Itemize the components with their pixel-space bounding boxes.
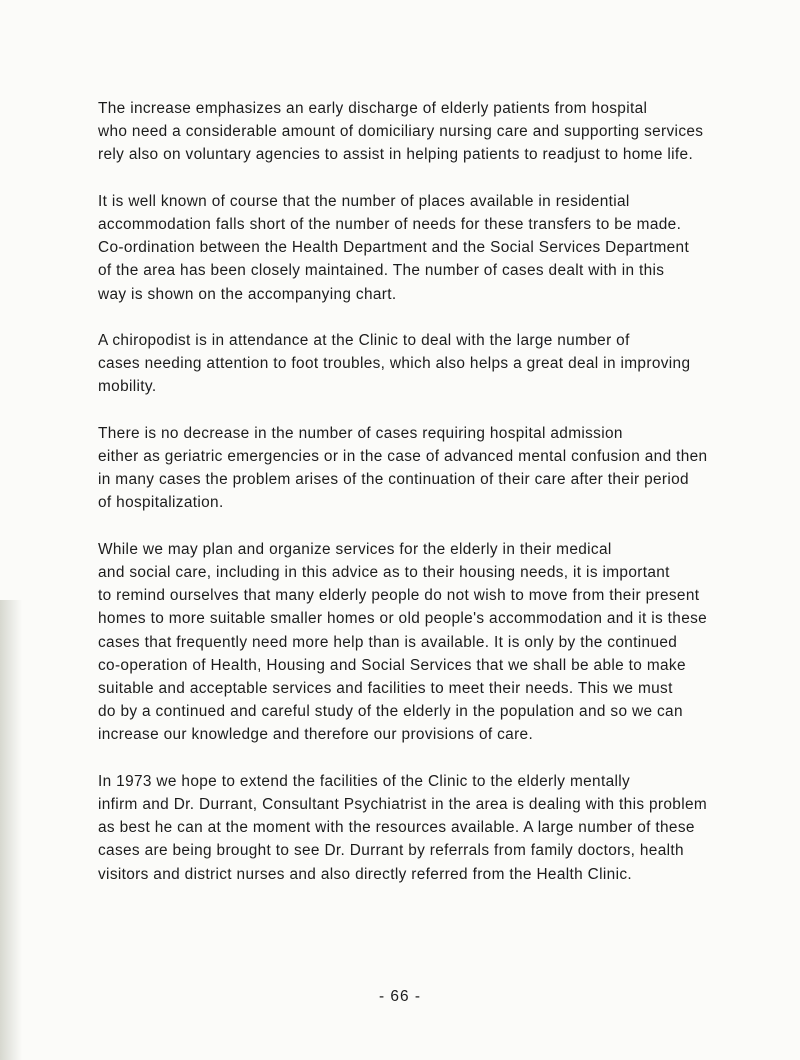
paragraph-discharge: The increase emphasizes an early discharge of elderly patients from hospital who need a considerable amount of domiciliary nursing care and supporting services rely also on voluntary agencies to assist in helping patients to readjust to home life. — [98, 100, 704, 164]
page-number: - 66 - — [379, 988, 421, 1005]
paragraph-hospital-admission: There is no decrease in the number of cases requiring hospital admission either as geriatric emergencies or in the case of advanced mental confusion and then in many cases the problem arises of the continuation of their care after their period of hospitalization. — [98, 424, 708, 512]
paragraph-services-planning: While we may plan and organize services for the elderly in their medical and social care, including in this advice as to their housing needs, it is important to remind ourselves that many elderly people do not wish to move from their present homes to more suitable smaller homes or old people's accommodation and it is these cases that frequently need more help than is available. It is only by the continued co-operation of Health, Housing and Social Services that we shall be able to make suitable and acceptable services and facilities to meet their needs. This we must do by a continued and careful study of the elderly in the population and so we can increase our knowledge and therefore our provisions of care. — [98, 540, 708, 744]
paragraph-residential-accommodation: It is well known of course that the number of places available in residential accommodation falls short of the number of needs for these transfers to be made. Co-ordination between the Health Department and the Social Services Department of the area has been closely maintained. The number of cases dealt with in this way is shown on the accompanying chart. — [98, 192, 690, 303]
body-text — [98, 97, 738, 909]
paragraph-mentally-infirm: In 1973 we hope to extend the facilities of the Clinic to the elderly mentally infirm and Dr. Durrant, Consultant Psychiatrist in the area is dealing with this problem as best he can at the moment with the resources available. A large number of these cases are being brought to see Dr. Durrant by referrals from family doctors, health visitors and district nurses and also directly referred from the Health Clinic. — [98, 772, 708, 883]
paragraph-chiropodist: A chiropodist is in attendance at the Clinic to deal with the large number of cases needing attention to foot troubles, which also helps a great deal in improving mobility. — [98, 332, 691, 396]
